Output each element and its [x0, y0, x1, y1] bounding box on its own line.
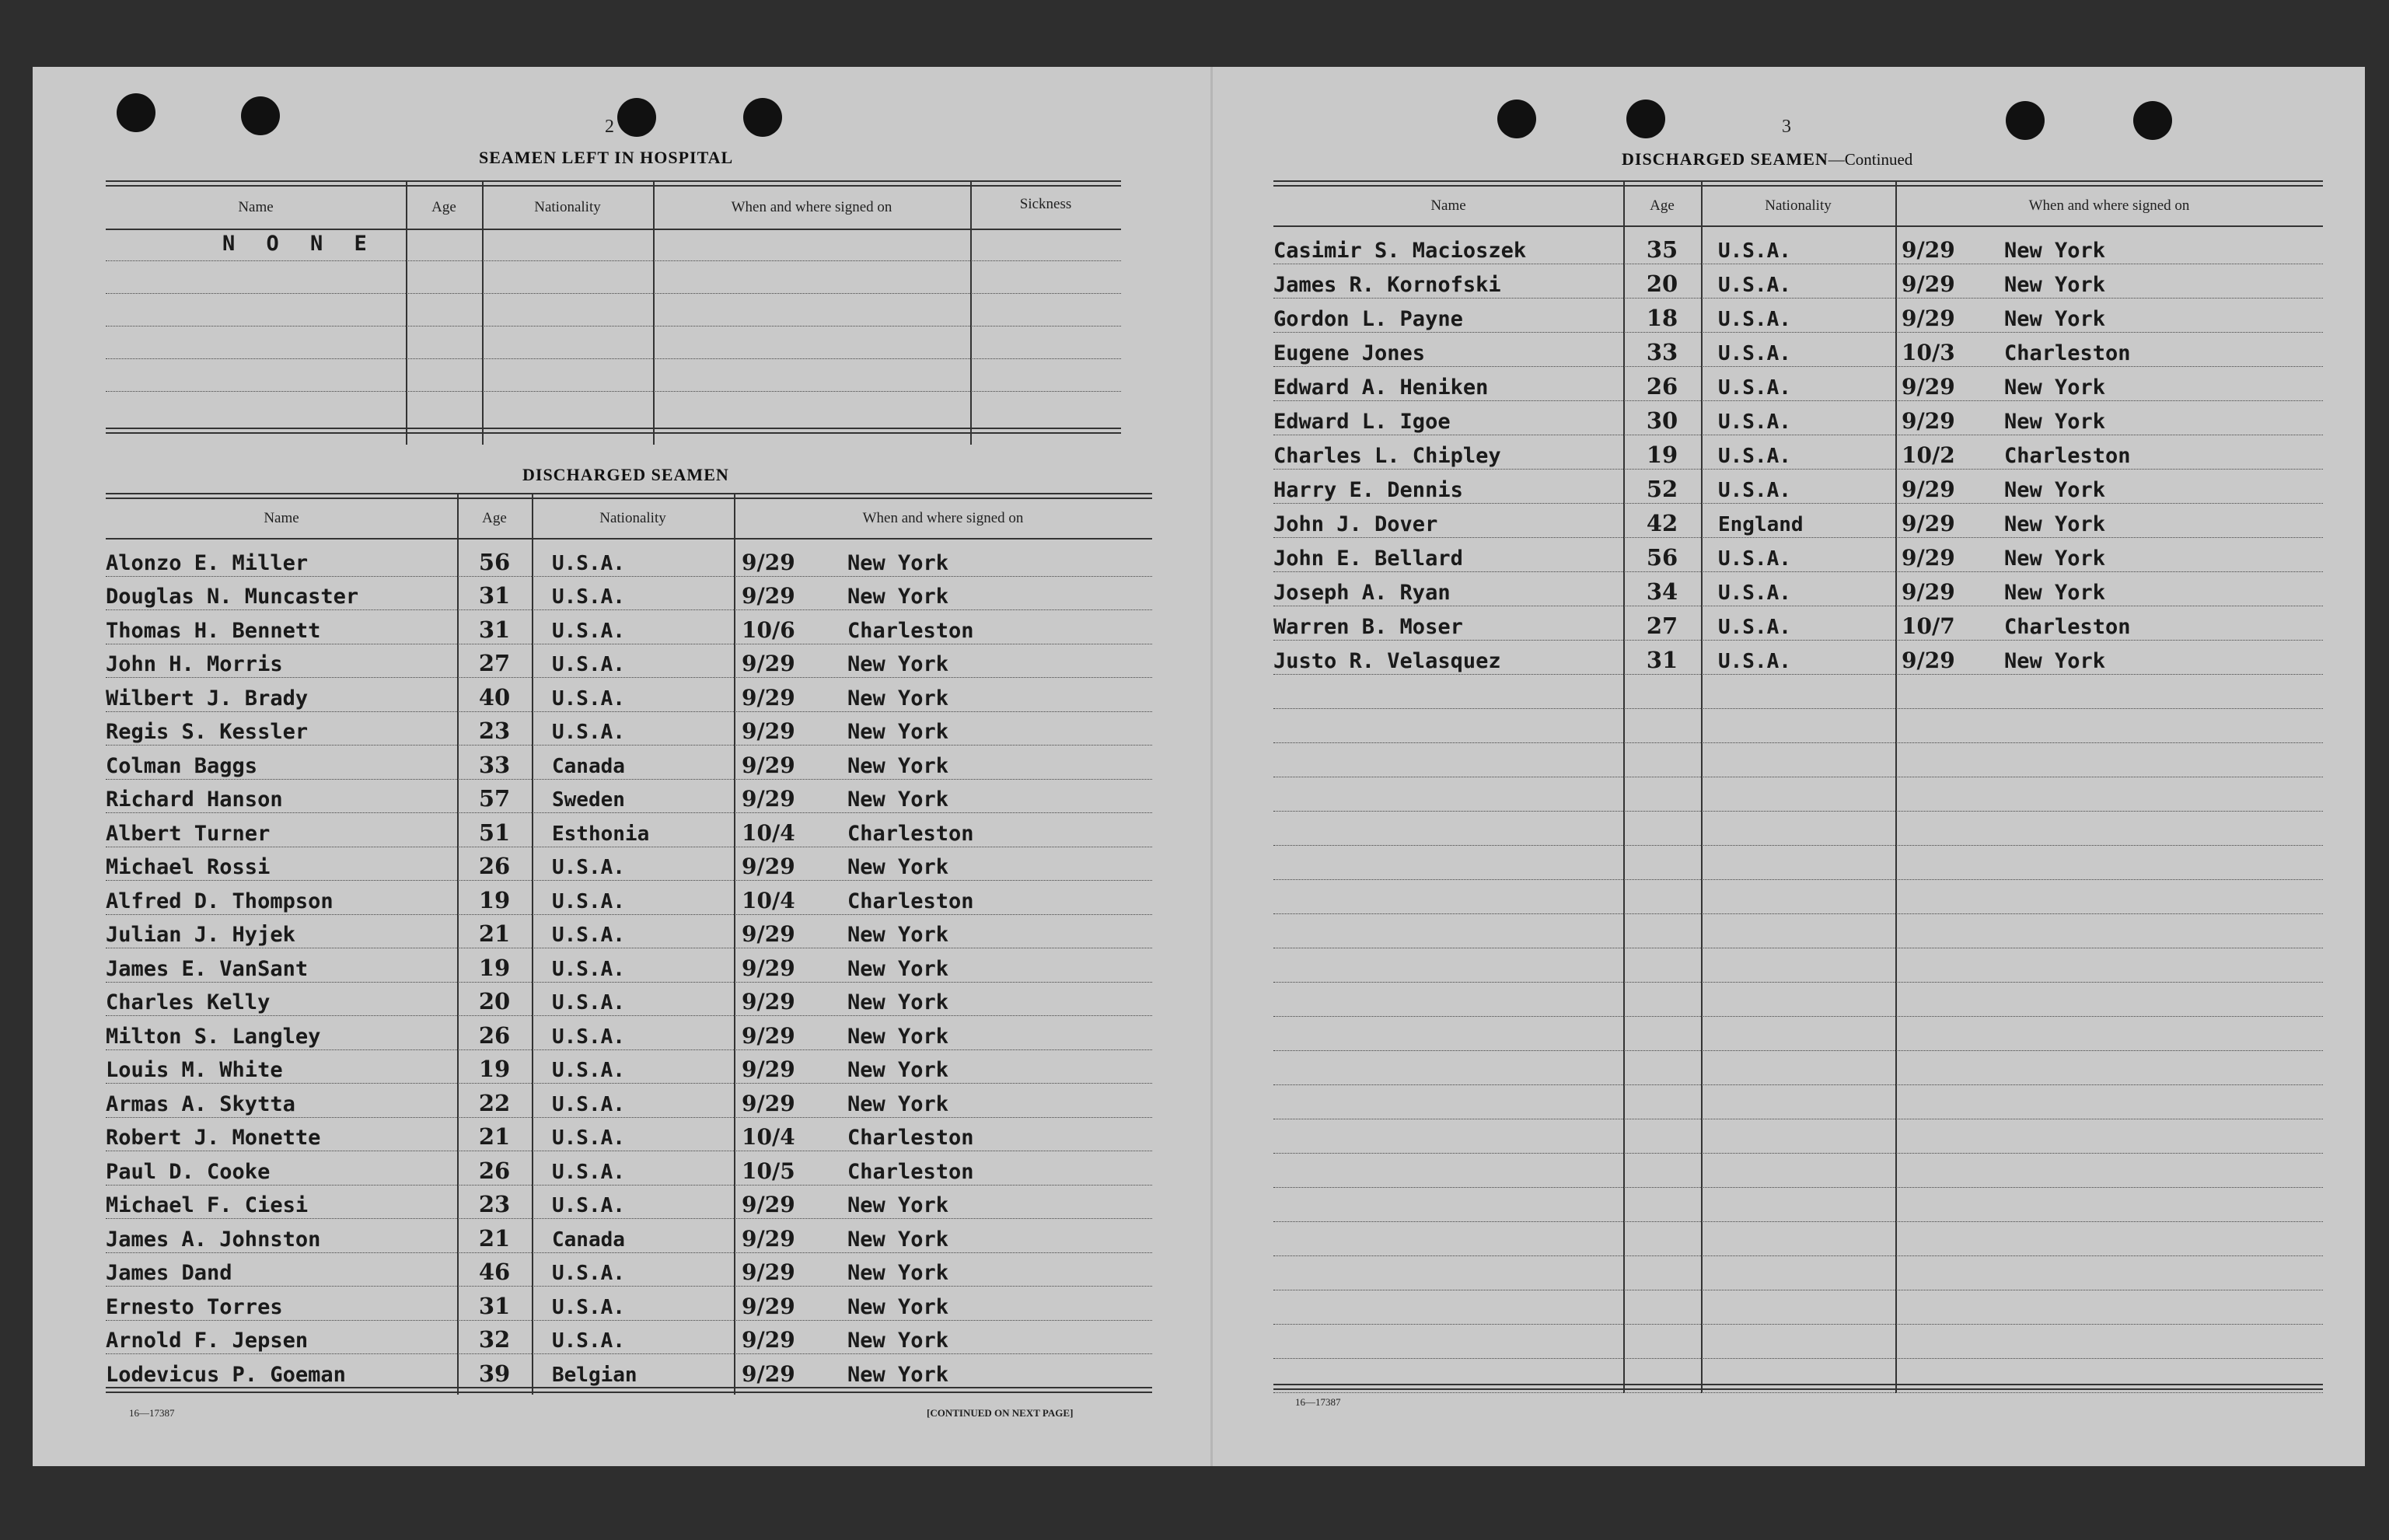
- cell-name: Milton S. Langley: [106, 1024, 321, 1049]
- cell-name: Paul D. Cooke: [106, 1159, 271, 1184]
- cell-date: 10/7: [1902, 613, 1955, 639]
- table-row: [106, 644, 1152, 679]
- table-row: [106, 847, 1152, 882]
- cell-nationality: U.S.A.: [552, 1059, 625, 1082]
- cell-place: New York: [2004, 581, 2106, 605]
- cell-name: Regis S. Kessler: [106, 720, 309, 744]
- cell-place: Charleston: [847, 1126, 974, 1150]
- empty-row: [1273, 1222, 2323, 1256]
- document-paper: [33, 67, 2365, 1466]
- cell-name: Charles Kelly: [106, 990, 271, 1014]
- col-header-name: Name: [1430, 197, 1466, 214]
- cell-nationality: Esthonia: [552, 822, 650, 846]
- cell-age: 31: [478, 582, 511, 609]
- cell-date: 10/5: [742, 1158, 795, 1184]
- col-header-signed-on: When and where signed on: [731, 199, 892, 215]
- empty-row: [1273, 983, 2323, 1017]
- table-row: [1273, 470, 2323, 504]
- empty-row: [1273, 1017, 2323, 1051]
- cell-age: 27: [1646, 613, 1678, 639]
- title-suffix: —Continued: [1828, 150, 1913, 169]
- cell-name: Albert Turner: [106, 821, 271, 846]
- cell-name: Warren B. Moser: [1273, 615, 1463, 639]
- cell-nationality: U.S.A.: [552, 924, 625, 947]
- cell-age: 31: [1646, 647, 1678, 673]
- cell-nationality: U.S.A.: [552, 1329, 625, 1353]
- cell-date: 9/29: [1902, 579, 1955, 605]
- cell-date: 9/29: [742, 786, 795, 812]
- cell-nationality: U.S.A.: [552, 889, 625, 913]
- table-row: [106, 1050, 1152, 1084]
- cell-date: 10/6: [742, 616, 795, 643]
- punch-hole: [1626, 100, 1665, 138]
- table-row: [1273, 606, 2323, 641]
- cell-nationality: U.S.A.: [552, 1160, 625, 1184]
- cell-place: New York: [2004, 307, 2106, 331]
- table-row: [1273, 641, 2323, 675]
- cell-name: John E. Bellard: [1273, 547, 1463, 571]
- cell-name: Justo R. Velasquez: [1273, 649, 1501, 673]
- cell-name: Michael F. Ciesi: [106, 1193, 309, 1217]
- cell-name: Douglas N. Muncaster: [106, 585, 359, 609]
- cell-nationality: Belgian: [552, 1363, 637, 1387]
- cell-age: 39: [478, 1360, 511, 1387]
- cell-nationality: U.S.A.: [552, 585, 625, 609]
- cell-place: New York: [847, 1193, 949, 1217]
- col-header-name: Name: [264, 510, 299, 526]
- cell-place: New York: [847, 585, 949, 609]
- cell-date: 9/29: [1902, 511, 1955, 536]
- cell-age: 56: [478, 548, 511, 575]
- cell-date: 9/29: [1902, 545, 1955, 571]
- cell-nationality: U.S.A.: [552, 1126, 625, 1150]
- empty-row: [1273, 1290, 2323, 1325]
- cell-date: 9/29: [742, 955, 795, 981]
- table-row: [106, 1084, 1152, 1118]
- cell-age: 23: [478, 1191, 511, 1217]
- cell-nationality: Canada: [552, 754, 625, 778]
- cell-date: 10/2: [1902, 442, 1955, 468]
- empty-row: [1273, 1051, 2323, 1085]
- cell-name: Lodevicus P. Goeman: [106, 1362, 346, 1387]
- col-header-nationality: Nationality: [599, 510, 666, 526]
- cell-date: 9/29: [742, 1090, 795, 1116]
- table-row: [106, 915, 1152, 949]
- col-header-age: Age: [431, 199, 456, 215]
- cell-age: 26: [478, 1157, 511, 1184]
- cell-nationality: U.S.A.: [1718, 342, 1791, 365]
- col-header-name: Name: [238, 199, 274, 215]
- empty-row: [1273, 675, 2323, 709]
- cell-date: 9/29: [742, 752, 795, 778]
- cell-name: Michael Rossi: [106, 855, 271, 879]
- cell-age: 31: [478, 1292, 511, 1319]
- continued-note: [CONTINUED ON NEXT PAGE]: [927, 1407, 1074, 1419]
- table-row: [1273, 367, 2323, 401]
- hospital-none: N O N E: [222, 232, 376, 256]
- cell-date: 9/29: [1902, 408, 1955, 434]
- table-row: [106, 780, 1152, 814]
- cell-date: 9/29: [742, 549, 795, 575]
- cell-place: New York: [847, 1294, 949, 1319]
- cell-nationality: U.S.A.: [1718, 479, 1791, 502]
- cell-age: 52: [1646, 476, 1678, 502]
- cell-nationality: Canada: [552, 1227, 625, 1252]
- cell-nationality: U.S.A.: [552, 1092, 625, 1116]
- cell-name: Harry E. Dennis: [1273, 478, 1463, 502]
- cell-age: 33: [478, 751, 511, 778]
- cell-nationality: U.S.A.: [552, 721, 625, 744]
- punch-hole: [617, 98, 656, 137]
- cell-date: 10/3: [1902, 340, 1955, 365]
- cell-date: 9/29: [742, 1259, 795, 1285]
- cell-name: James Dand: [106, 1261, 232, 1285]
- cell-name: Eugene Jones: [1273, 341, 1426, 365]
- punch-hole: [2133, 101, 2172, 140]
- cell-place: Charleston: [847, 821, 974, 846]
- cell-name: Ernesto Torres: [106, 1294, 283, 1319]
- table-row: [106, 543, 1152, 577]
- cell-age: 18: [1646, 305, 1678, 331]
- cell-place: Charleston: [2004, 444, 2131, 468]
- cell-date: 9/29: [742, 651, 795, 676]
- cell-name: James E. VanSant: [106, 956, 309, 981]
- cell-place: New York: [847, 1329, 949, 1353]
- discharged-title: DISCHARGED SEAMEN: [522, 465, 729, 484]
- table-row: [106, 610, 1152, 644]
- cell-place: New York: [847, 550, 949, 575]
- table-row: [106, 1118, 1152, 1152]
- table-row: [1273, 230, 2323, 264]
- cell-age: 26: [478, 853, 511, 879]
- empty-row: [1273, 1325, 2323, 1359]
- cell-name: John H. Morris: [106, 652, 283, 676]
- cell-date: 10/4: [742, 1124, 795, 1150]
- cell-name: Edward L. Igoe: [1273, 410, 1451, 434]
- punch-hole: [743, 98, 782, 137]
- cell-nationality: U.S.A.: [552, 551, 625, 575]
- cell-name: Edward A. Heniken: [1273, 375, 1489, 400]
- table-row: [106, 1016, 1152, 1050]
- cell-place: New York: [847, 923, 949, 947]
- cell-name: Louis M. White: [106, 1058, 283, 1082]
- cell-place: Charleston: [2004, 615, 2131, 639]
- cell-age: 35: [1646, 236, 1678, 263]
- cell-nationality: U.S.A.: [1718, 616, 1791, 639]
- col-header-nationality: Nationality: [1765, 197, 1832, 214]
- form-number: 16—17387: [129, 1407, 175, 1419]
- cell-date: 9/29: [742, 1360, 795, 1387]
- cell-place: Charleston: [2004, 341, 2131, 365]
- table-row: [106, 881, 1152, 915]
- empty-row: [1273, 1256, 2323, 1290]
- cell-date: 9/29: [742, 718, 795, 744]
- cell-place: New York: [847, 1227, 949, 1252]
- cell-date: 9/29: [742, 684, 795, 711]
- cell-name: Joseph A. Ryan: [1273, 581, 1451, 605]
- cell-nationality: U.S.A.: [1718, 376, 1791, 400]
- cell-date: 9/29: [742, 1022, 795, 1049]
- cell-place: New York: [847, 1058, 949, 1082]
- cell-nationality: Sweden: [552, 788, 625, 812]
- table-row: [106, 983, 1152, 1017]
- empty-row: [1273, 1154, 2323, 1188]
- cell-nationality: England: [1718, 513, 1804, 536]
- cell-date: 9/29: [742, 1293, 795, 1319]
- cell-place: New York: [847, 1091, 949, 1116]
- cell-place: New York: [2004, 547, 2106, 571]
- cell-nationality: U.S.A.: [552, 1262, 625, 1285]
- cell-place: New York: [847, 1261, 949, 1285]
- hospital-table: [106, 180, 1121, 445]
- cell-name: Julian J. Hyjek: [106, 923, 295, 947]
- discharged-table: [106, 493, 1152, 1395]
- table-row: [106, 712, 1152, 746]
- empty-row: [1273, 846, 2323, 880]
- col-header-age: Age: [482, 510, 507, 526]
- table-row: [106, 813, 1152, 847]
- table-row: [106, 1321, 1152, 1355]
- punch-hole: [1497, 100, 1536, 138]
- empty-row: [1273, 914, 2323, 948]
- cell-nationality: U.S.A.: [1718, 239, 1791, 263]
- cell-place: New York: [847, 956, 949, 981]
- cell-place: New York: [847, 787, 949, 812]
- cell-nationality: U.S.A.: [552, 653, 625, 676]
- punch-hole: [2006, 101, 2045, 140]
- discharged-continued-title: [1622, 149, 1912, 169]
- cell-age: 22: [478, 1089, 511, 1116]
- cell-nationality: U.S.A.: [552, 957, 625, 981]
- cell-nationality: U.S.A.: [552, 991, 625, 1014]
- empty-row: [1273, 1188, 2323, 1222]
- cell-place: New York: [2004, 410, 2106, 434]
- cell-age: 21: [478, 1224, 511, 1252]
- cell-nationality: U.S.A.: [1718, 581, 1791, 605]
- cell-date: 9/29: [742, 1327, 795, 1353]
- page-number: 2: [605, 117, 614, 137]
- table-row: [106, 678, 1152, 712]
- punch-hole: [117, 93, 155, 132]
- punch-hole: [241, 96, 280, 135]
- cell-nationality: U.S.A.: [1718, 410, 1791, 434]
- hospital-title: SEAMEN LEFT IN HOSPITAL: [479, 148, 734, 167]
- table-row: [106, 746, 1152, 780]
- cell-nationality: U.S.A.: [1718, 650, 1791, 673]
- cell-name: Thomas H. Bennett: [106, 618, 321, 643]
- empty-row: [1273, 948, 2323, 983]
- cell-place: New York: [847, 720, 949, 744]
- cell-age: 26: [1646, 373, 1678, 400]
- table-row: [106, 1354, 1152, 1388]
- table-row: [1273, 538, 2323, 572]
- empty-row: [1273, 777, 2323, 812]
- col-header-signed-on: When and where signed on: [862, 510, 1024, 526]
- col-header-signed-on: When and where signed on: [2028, 197, 2190, 214]
- cell-age: 40: [478, 683, 511, 711]
- cell-age: 34: [1646, 578, 1678, 605]
- cell-age: 26: [478, 1021, 511, 1049]
- cell-date: 9/29: [742, 1225, 795, 1252]
- cell-name: James R. Kornofski: [1273, 273, 1501, 297]
- cell-age: 27: [478, 650, 511, 676]
- cell-name: John J. Dover: [1273, 512, 1438, 536]
- cell-name: Casimir S. Macioszek: [1273, 239, 1527, 263]
- cell-place: Charleston: [847, 618, 974, 643]
- cell-name: Robert J. Monette: [106, 1126, 321, 1150]
- cell-place: New York: [847, 1362, 949, 1387]
- cell-date: 9/29: [742, 989, 795, 1014]
- cell-name: Armas A. Skytta: [106, 1091, 295, 1116]
- cell-nationality: U.S.A.: [1718, 445, 1791, 468]
- cell-age: 32: [478, 1326, 511, 1353]
- table-row: [1273, 333, 2323, 367]
- cell-date: 9/29: [742, 1056, 795, 1082]
- table-row: [106, 1253, 1152, 1287]
- cell-date: 9/29: [742, 583, 795, 609]
- empty-row: [1273, 1085, 2323, 1119]
- cell-age: 57: [478, 785, 511, 812]
- cell-place: Charleston: [847, 889, 974, 913]
- table-row: [106, 948, 1152, 983]
- cell-name: James A. Johnston: [106, 1227, 321, 1252]
- cell-date: 9/29: [1902, 237, 1955, 263]
- cell-place: New York: [847, 753, 949, 778]
- cell-age: 30: [1646, 407, 1678, 434]
- cell-name: Arnold F. Jepsen: [106, 1329, 309, 1353]
- table-row: [106, 1287, 1152, 1321]
- cell-age: 51: [478, 819, 511, 846]
- cell-nationality: U.S.A.: [1718, 308, 1791, 331]
- cell-name: Richard Hanson: [106, 787, 283, 812]
- page-fold: [1210, 67, 1213, 1466]
- cell-nationality: U.S.A.: [552, 1025, 625, 1049]
- table-row: [1273, 264, 2323, 299]
- cell-nationality: U.S.A.: [1718, 274, 1791, 297]
- table-row: [1273, 435, 2323, 470]
- cell-name: Gordon L. Payne: [1273, 307, 1463, 331]
- cell-place: New York: [2004, 649, 2106, 673]
- cell-age: 19: [478, 1056, 511, 1082]
- page-number: 3: [1782, 117, 1791, 137]
- cell-place: New York: [2004, 375, 2106, 400]
- cell-age: 20: [478, 988, 511, 1014]
- table-row: [106, 1186, 1152, 1220]
- cell-age: 23: [478, 718, 511, 744]
- col-header-age: Age: [1650, 197, 1675, 214]
- empty-row: [1273, 880, 2323, 914]
- cell-place: New York: [847, 1024, 949, 1049]
- cell-place: New York: [847, 686, 949, 711]
- cell-age: 19: [478, 886, 511, 913]
- table-row: [1273, 299, 2323, 333]
- form-number: 16—17387: [1295, 1396, 1341, 1408]
- cell-place: New York: [2004, 239, 2106, 263]
- cell-place: New York: [847, 652, 949, 676]
- table-row: [106, 1219, 1152, 1253]
- cell-place: New York: [847, 855, 949, 879]
- discharged-continued-table: [1273, 180, 2323, 1393]
- cell-name: Charles L. Chipley: [1273, 444, 1501, 468]
- cell-name: Alonzo E. Miller: [106, 550, 309, 575]
- cell-age: 19: [1646, 442, 1678, 468]
- empty-row: [1273, 812, 2323, 846]
- cell-age: 20: [1646, 271, 1678, 297]
- cell-nationality: U.S.A.: [552, 1295, 625, 1319]
- empty-row: [1273, 709, 2323, 743]
- cell-age: 42: [1646, 510, 1678, 536]
- table-row: [1273, 504, 2323, 538]
- cell-nationality: U.S.A.: [552, 1194, 625, 1217]
- cell-age: 19: [478, 954, 511, 981]
- cell-nationality: U.S.A.: [552, 686, 625, 711]
- cell-date: 9/29: [1902, 271, 1955, 297]
- cell-age: 46: [478, 1259, 511, 1285]
- table-row: [106, 1151, 1152, 1186]
- table-row: [1273, 572, 2323, 606]
- cell-name: Colman Baggs: [106, 753, 258, 778]
- cell-place: New York: [2004, 512, 2106, 536]
- cell-date: 9/29: [742, 854, 795, 879]
- cell-date: 9/29: [1902, 477, 1955, 502]
- cell-age: 56: [1646, 544, 1678, 571]
- cell-place: New York: [2004, 273, 2106, 297]
- cell-age: 33: [1646, 339, 1678, 365]
- cell-place: Charleston: [847, 1159, 974, 1184]
- cell-date: 9/29: [742, 921, 795, 947]
- cell-name: Wilbert J. Brady: [106, 686, 309, 711]
- table-row: [106, 577, 1152, 611]
- table-row: [1273, 401, 2323, 435]
- col-header-sickness: Sickness: [1019, 196, 1072, 212]
- cell-date: 9/29: [742, 1192, 795, 1217]
- cell-date: 10/4: [742, 819, 795, 846]
- cell-age: 21: [478, 920, 511, 947]
- cell-age: 21: [478, 1123, 511, 1150]
- cell-nationality: U.S.A.: [1718, 547, 1791, 571]
- cell-date: 9/29: [1902, 648, 1955, 673]
- cell-age: 31: [478, 616, 511, 643]
- cell-nationality: U.S.A.: [552, 856, 625, 879]
- cell-date: 9/29: [1902, 374, 1955, 400]
- title-main: DISCHARGED SEAMEN: [1622, 149, 1828, 169]
- cell-name: Alfred D. Thompson: [106, 889, 334, 913]
- cell-date: 10/4: [742, 887, 795, 913]
- col-header-nationality: Nationality: [534, 199, 601, 215]
- empty-row: [1273, 1119, 2323, 1154]
- cell-place: New York: [2004, 478, 2106, 502]
- cell-nationality: U.S.A.: [552, 619, 625, 643]
- cell-date: 9/29: [1902, 306, 1955, 331]
- cell-place: New York: [847, 990, 949, 1014]
- empty-row: [1273, 743, 2323, 777]
